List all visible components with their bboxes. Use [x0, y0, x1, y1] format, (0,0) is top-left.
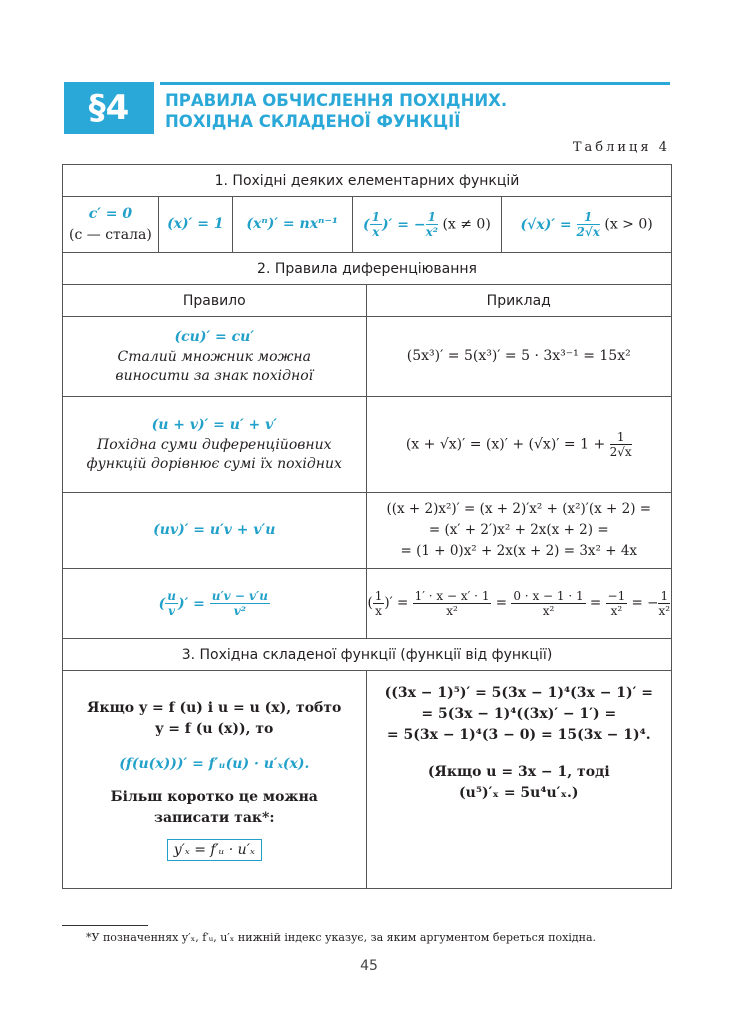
example-sum-text: (x + √x)′ = (x)′ + (√x)′ = 1 +	[405, 436, 606, 453]
example-constant-multiple: (5x³)′ = 5(x³)′ = 5 · 3x³⁻¹ = 15x²	[366, 317, 671, 397]
page-number: 45	[360, 958, 378, 974]
header-rule	[160, 82, 670, 85]
sqrt-condition: (x > 0)	[604, 216, 653, 233]
footnote-rule	[62, 925, 148, 926]
section-badge: §4	[64, 82, 154, 134]
rule-column-header: Правило	[63, 285, 367, 317]
rule-product: (uv)′ = u′v + v′u	[63, 493, 367, 569]
rule-constant-multiple	[63, 317, 367, 397]
const-derivative-cell	[63, 197, 159, 253]
section-header	[64, 82, 670, 134]
const-note: (c — стала)	[69, 226, 152, 243]
example-line: (Якщо u = 3x − 1, тоді	[427, 764, 610, 780]
inverse-derivative-cell: ( $\frac{1}{x}$ )′ = − $\frac{1}{\text{x²}}$ (x ≠ 0)	[352, 197, 502, 253]
section-1-header: 1. Похідні деяких елементарних функцій	[63, 165, 672, 197]
composite-short-formula: y′ₓ = f′ᵤ · u′ₓ	[167, 839, 262, 861]
composite-example-cell	[366, 671, 671, 889]
title-line-1: ПРАВИЛА ОБЧИСЛЕННЯ ПОХІДНИХ.	[165, 91, 508, 110]
section-title	[165, 90, 507, 132]
rule-quotient: ( $\frac{u}{v}$ )′ = $\frac{u'v - v'u}{\text{v²}}$	[63, 569, 367, 639]
section-2-header: 2. Правила диференціювання	[63, 253, 672, 285]
example-column-header: Приклад	[366, 285, 671, 317]
example-product	[366, 493, 671, 569]
const-formula: c′ = 0	[88, 205, 133, 222]
power-derivative-cell: (xⁿ)′ = nxⁿ⁻¹	[232, 197, 352, 253]
example-line: = (x′ + 2′)x² + 2x(x + 2) =	[428, 522, 609, 538]
derivatives-table	[62, 164, 672, 889]
example-line: (u⁵)′ₓ = 5u⁴u′ₓ.)	[459, 785, 579, 801]
title-line-2: ПОХІДНА СКЛАДЕНОЇ ФУНКЦІЇ	[165, 112, 461, 131]
example-line: = (1 + 0)x² + 2x(x + 2) = 3x² + 4x	[400, 543, 638, 559]
sqrt-derivative-cell: (√x)′ = $\frac{1}{2√x}$ (x > 0)	[502, 197, 672, 253]
rule-text: функцій дорівнює сумі їх похідних	[86, 456, 342, 472]
rule-formula: (u + v)′ = u′ + v′	[151, 417, 277, 433]
footnote: *У позначеннях y′ₓ, f′ᵤ, u′ₓ нижній індекс указує, за яким аргументом береться похідна.	[86, 931, 597, 944]
rule-formula: (cu)′ = cu′	[174, 329, 255, 345]
x-derivative-cell: (x)′ = 1	[158, 197, 232, 253]
composite-text: y = f (u (x)), то	[155, 721, 274, 737]
table-label: Таблиця 4	[572, 140, 670, 155]
example-line: = 5(3x − 1)⁴((3x)′ − 1′) =	[421, 706, 617, 722]
composite-text: Якщо y = f (u) і u = u (x), тобто	[87, 700, 342, 716]
example-line: ((x + 2)x²)′ = (x + 2)′x² + (x²)′(x + 2) =	[386, 501, 652, 517]
composite-formula: (f(u(x)))′ = f′ᵤ(u) · u′ₓ(x).	[119, 756, 310, 772]
rule-text: Похідна суми диференційовних	[97, 437, 332, 453]
example-quotient: ( $\frac{1}{x}$ )′ = $\frac{1' \cdot x - x' \cdot 1}{\text{x²}}$ = $\frac{0 \cdot x - 1 \cdot 1}{\text{x²}}$ = $\frac{-1}{\text{x²}}$ = − $\frac{1}{\text{x²}}$	[366, 569, 671, 639]
rule-text: Сталий множник можна	[117, 349, 312, 365]
composite-text: записати так*:	[154, 810, 275, 826]
rule-sum	[63, 397, 367, 493]
inverse-condition: (x ≠ 0)	[442, 216, 491, 233]
example-line: ((3x − 1)⁵)′ = 5(3x − 1)⁴(3x − 1)′ =	[384, 685, 653, 701]
example-sum: (x + √x)′ = (x)′ + (√x)′ = 1 + $\frac{1}{2√x}$	[366, 397, 671, 493]
composite-text: Більш коротко це можна	[110, 789, 318, 805]
rule-text: виносити за знак похідної	[115, 368, 314, 384]
section-3-header: 3. Похідна складеної функції (функції від функції)	[63, 639, 672, 671]
composite-rule-cell	[63, 671, 367, 889]
example-line: = 5(3x − 1)⁴(3 − 0) = 15(3x − 1)⁴.	[386, 727, 651, 743]
